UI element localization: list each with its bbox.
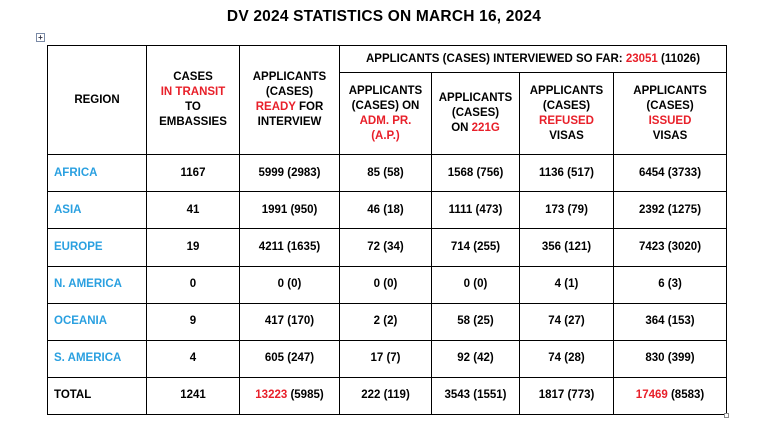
issued-cell: 830 (399) <box>614 340 727 377</box>
region-cell: S. AMERICA <box>48 340 147 377</box>
221g-cell: 0 (0) <box>432 266 520 303</box>
transit-cell: 9 <box>147 303 240 340</box>
statistics-table <box>47 45 727 415</box>
ap-cell: 46 (18) <box>340 192 432 229</box>
ready-cell: 417 (170) <box>240 303 340 340</box>
refused-cell: 356 (121) <box>520 229 614 266</box>
221g-cell: 1111 (473) <box>432 192 520 229</box>
total-ap-cell: 222 (119) <box>340 377 432 414</box>
refused-cell: 74 (28) <box>520 340 614 377</box>
issued-cell: 6 (3) <box>614 266 727 303</box>
transit-cell: 1167 <box>147 155 240 192</box>
region-cell: AFRICA <box>48 155 147 192</box>
region-cell: N. AMERICA <box>48 266 147 303</box>
ready-cell: 5999 (2983) <box>240 155 340 192</box>
refused-cell: 4 (1) <box>520 266 614 303</box>
region-cell: ASIA <box>48 192 147 229</box>
refused-cell: 1136 (517) <box>520 155 614 192</box>
ap-cell: 2 (2) <box>340 303 432 340</box>
total-refused-cell: 1817 (773) <box>520 377 614 414</box>
region-cell: OCEANIA <box>48 303 147 340</box>
header-ready-for-interview: APPLICANTS (CASES) READY FOR INTERVIEW <box>240 46 340 155</box>
ready-cell: 4211 (1635) <box>240 229 340 266</box>
221g-cell: 714 (255) <box>432 229 520 266</box>
table-row-africa <box>48 155 727 192</box>
table-row-north-america <box>48 266 727 303</box>
total-ready-cell: 13223 (5985) <box>240 377 340 414</box>
ap-cell: 72 (34) <box>340 229 432 266</box>
refused-cell: 173 (79) <box>520 192 614 229</box>
issued-cell: 7423 (3020) <box>614 229 727 266</box>
header-interviewed-so-far: APPLICANTS (CASES) INTERVIEWED SO FAR: 23051 (11026) <box>340 46 727 73</box>
issued-cell: 364 (153) <box>614 303 727 340</box>
transit-cell: 19 <box>147 229 240 266</box>
table-row-total <box>48 377 727 414</box>
total-issued-cell: 17469 (8583) <box>614 377 727 414</box>
issued-cell: 6454 (3733) <box>614 155 727 192</box>
ap-cell: 0 (0) <box>340 266 432 303</box>
ap-cell: 85 (58) <box>340 155 432 192</box>
ready-cell: 1991 (950) <box>240 192 340 229</box>
header-refused: APPLICANTS (CASES) REFUSED VISAS <box>520 73 614 155</box>
table-row-europe <box>48 229 727 266</box>
221g-cell: 92 (42) <box>432 340 520 377</box>
refused-cell: 74 (27) <box>520 303 614 340</box>
header-in-transit: CASES IN TRANSIT TO EMBASSIES <box>147 46 240 155</box>
table-row-south-america <box>48 340 727 377</box>
table-move-icon[interactable]: + <box>36 33 45 42</box>
transit-cell: 4 <box>147 340 240 377</box>
221g-cell: 58 (25) <box>432 303 520 340</box>
header-221g: APPLICANTS (CASES) ON 221G <box>432 73 520 155</box>
page-title: DV 2024 STATISTICS ON MARCH 16, 2024 <box>226 8 542 25</box>
total-221g-cell: 3543 (1551) <box>432 377 520 414</box>
ready-cell: 605 (247) <box>240 340 340 377</box>
table-row-asia <box>48 192 727 229</box>
header-adm-processing: APPLICANTS (CASES) ON ADM. PR. (A.P.) <box>340 73 432 155</box>
ap-cell: 17 (7) <box>340 340 432 377</box>
transit-cell: 0 <box>147 266 240 303</box>
header-row-top <box>48 46 727 73</box>
transit-cell: 41 <box>147 192 240 229</box>
total-label: TOTAL <box>48 377 147 414</box>
header-issued: APPLICANTS (CASES) ISSUED VISAS <box>614 73 727 155</box>
ready-cell: 0 (0) <box>240 266 340 303</box>
total-transit-cell: 1241 <box>147 377 240 414</box>
region-cell: EUROPE <box>48 229 147 266</box>
table-row-oceania <box>48 303 727 340</box>
table-resize-icon[interactable] <box>724 413 729 418</box>
header-region: REGION <box>48 46 147 155</box>
issued-cell: 2392 (1275) <box>614 192 727 229</box>
221g-cell: 1568 (756) <box>432 155 520 192</box>
